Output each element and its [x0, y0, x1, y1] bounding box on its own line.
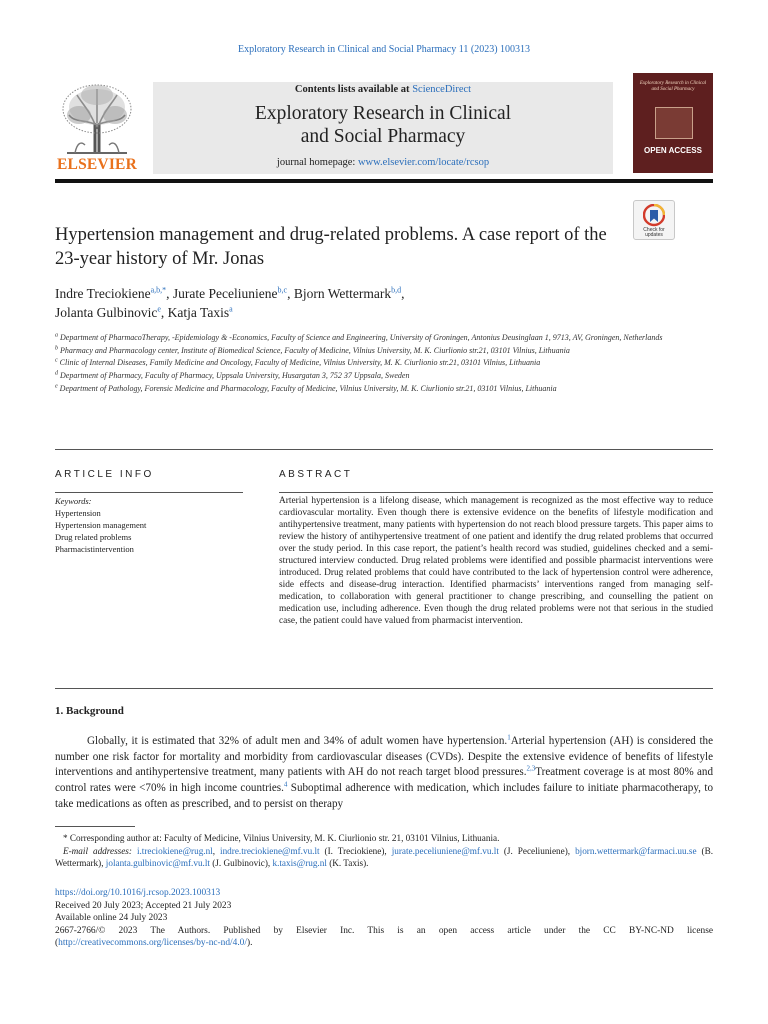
- keywords-label: Keywords:: [55, 496, 92, 506]
- keyword: Pharmacistintervention: [55, 543, 134, 554]
- contents-prefix: Contents lists available at: [294, 84, 413, 95]
- bookmark-icon: [643, 204, 665, 227]
- background-heading: 1. Background: [55, 705, 124, 717]
- email-link[interactable]: jolanta.gulbinovic@mf.vu.lt: [105, 858, 210, 869]
- journal-cover[interactable]: [633, 73, 713, 173]
- affiliation-list: [55, 332, 713, 396]
- affiliation: $^d$ Department of Pharmacy, Faculty of Pharmacy, Uppsala University, Husargatan 3, 752 37 Uppsala, Sweden: [55, 370, 410, 381]
- journal-header-box: [153, 82, 613, 174]
- publisher-name: ELSEVIER: [57, 156, 137, 173]
- reference-link[interactable]: 2,3: [526, 764, 536, 773]
- abstract-text: Arterial hypertension is a lifelong disease, which management is recognized as the most effective way to reduce cardiovascular mortality. Even though there is extensive evidence on the benefits of lifestyle modification and antihypertensive treatment, many patients with hypertension do not reach blood pressure targets. This paper aims to review the history of antihypertensive treatment of one patient and identify the drug related problems that occurred over the study period. In this case report, the patient’s health record was studied, guidelines checked and a semi-structured interview conducted. Drug related problems were identified and possible pharmacist interventions were introduced. Drug related problems that could have contributed to the lack of hypertension control were adherence, side effects and disease-drug interaction. Identified pharmacists’ interventions ranged from managing self-medication, to collaboration with general practitioner to change prescribing, and counselling the patient on medication use, including adherence. Even though the drug related problems were not that serious in the studied case, the patient could have valued from pharmacist intervention.: [279, 496, 713, 627]
- license-text: 2667-2766/© 2023 The Authors. Published by Elsevier Inc. This is an open access article under the CC BY-NC-ND license: [55, 925, 713, 936]
- article-info-heading: ARTICLE INFO: [55, 469, 154, 480]
- elsevier-tree-icon: [55, 79, 139, 157]
- abstract-bottom-divider: [55, 688, 713, 689]
- footnote-divider: [55, 826, 135, 827]
- journal-name-line1: Exploratory Research in Clinical: [254, 103, 512, 124]
- author-name[interactable]: Jurate Peceliuniene: [172, 286, 278, 301]
- keywords-block: [55, 496, 243, 556]
- masthead: [55, 79, 713, 177]
- author-name[interactable]: Jolanta Gulbinovic: [55, 305, 158, 320]
- elsevier-logo: [55, 79, 139, 177]
- author-list: Indre Treciokiene$^{a,b,*}$, Jurate Peceliuniene$^{b,c}$, Bjorn Wettermark$^{b,d}$, Jolanta Gulbinovic$^e$, Katja Taxis$^a$: [55, 285, 405, 320]
- license-link[interactable]: http://creativecommons.org/licenses/by-nc-nd/4.0/: [58, 938, 247, 949]
- affiliation: $^c$ Clinic of Internal Diseases, Family Medicine and Oncology, Faculty of Medicine, Vilnius University, M. K. Ciurlionio str.21, 03101 Vilnius, Lithuania: [55, 357, 541, 368]
- body-paragraph: Globally, it is estimated that 32% of adult men and 34% of adult women have hypertension.$^1$Arterial hypertension (AH) is considered the number one risk factor for mortality and morbidity from cardiovascular diseases (CVDs). Despite the extensive evidence of benefits of lifestyle interventions and antihypertensive treatment, many patients with AH do not reach target blood pressures.$^{2,3}$Treatment coverage is at most 80% and control rates were <70% in high income countries.$^4$ Suboptimal adherence with medication, which includes failure to initiate pharmacotherapy, to take medications as often as prescribed, and to persist on therapy: [55, 733, 713, 810]
- check-for-updates-button[interactable]: [633, 200, 675, 240]
- contents-line: [153, 84, 613, 95]
- author-name[interactable]: Katja Taxis: [167, 305, 230, 320]
- article-info-divider: [55, 492, 243, 493]
- article-title: Hypertension management and drug-related problems. A case report of the 23-year history of Mr. Jonas: [55, 225, 607, 269]
- reference-link[interactable]: 4: [283, 780, 288, 789]
- author-affiliation-sup[interactable]: a,b,*: [150, 285, 167, 295]
- journal-name-line2: and Social Pharmacy: [300, 126, 466, 147]
- sciencedirect-link[interactable]: ScienceDirect: [412, 84, 472, 95]
- header-divider: [55, 179, 713, 183]
- author-affiliation-sup[interactable]: a: [229, 304, 233, 314]
- author-affiliation-sup[interactable]: b,c: [277, 285, 288, 295]
- homepage-prefix: journal homepage:: [276, 157, 358, 168]
- section-divider: [55, 449, 713, 450]
- footnotes: [55, 832, 713, 870]
- email-link[interactable]: bjorn.wettermark@farmaci.uu.se: [575, 845, 697, 856]
- doi-link[interactable]: https://doi.org/10.1016/j.rcsop.2023.100313: [55, 888, 221, 898]
- received-dates: Received 20 July 2023; Accepted 21 July 2023: [55, 900, 232, 911]
- email-link[interactable]: k.taxis@rug.nl: [272, 858, 327, 869]
- journal-name: [153, 102, 613, 148]
- license-link-line: (http://creativecommons.org/licenses/by-nc-nd/4.0/).: [55, 938, 253, 949]
- open-access-badge: OPEN ACCESS: [644, 146, 702, 155]
- check-for-updates-label: Check for updates: [643, 227, 665, 238]
- keyword: Drug related problems: [55, 531, 132, 542]
- affiliation: $^e$ Department of Pathology, Forensic Medicine and Pharmacology, Faculty of Medicine, Vilnius University, M. K. Ciurlionio str.21, 03101 Vilnius, Lithuania: [55, 383, 557, 393]
- author-affiliation-sup[interactable]: e: [157, 304, 161, 314]
- publication-info: [55, 887, 713, 950]
- homepage-link[interactable]: www.elsevier.com/locate/rcsop: [357, 157, 490, 168]
- email-link[interactable]: jurate.peceliuniene@mf.vu.lt: [391, 845, 499, 856]
- keyword: Hypertension management: [55, 519, 147, 530]
- email-link[interactable]: indre.treciokiene@mf.vu.lt: [220, 845, 320, 856]
- corresponding-author-note: * Corresponding author at: Faculty of Medicine, Vilnius University, M. K. Ciurlionio str. 21, 03101 Vilnius, Lithuania.: [63, 833, 500, 843]
- available-date: Available online 24 July 2023: [55, 913, 168, 924]
- email-link[interactable]: i.treciokiene@rug.nl: [136, 845, 213, 856]
- author-name[interactable]: Bjorn Wettermark: [293, 286, 392, 301]
- cover-image: [655, 107, 693, 139]
- homepage-line: [153, 157, 613, 168]
- abstract-divider: [279, 492, 713, 493]
- affiliation: $^a$ Department of PharmacoTherapy, -Epidemiology & -Economics, Faculty of Science and Engineering, University of Groningen, Antonius Deusinglaan 1, 9713, AV, Groningen, Netherlands: [55, 332, 663, 342]
- author-affiliation-sup[interactable]: b,d: [391, 285, 402, 295]
- background-body: [55, 734, 713, 813]
- abstract-heading: ABSTRACT: [279, 469, 353, 480]
- email-note: E-mail addresses: i.treciokiene@rug.nl, indre.treciokiene@mf.vu.lt (I. Treciokiene), jurate.peceliuniene@mf.vu.lt (J. Peceliuniene), bjorn.wettermark@farmaci.uu.se (B. Wettermark), jolanta.gulbinovic@mf.vu.lt (J. Gulbinovic), k.taxis@rug.nl (K. Taxis).: [55, 845, 714, 869]
- keyword: Hypertension: [55, 507, 101, 518]
- reference-link[interactable]: 1: [507, 733, 511, 742]
- journal-reference-link[interactable]: Exploratory Research in Clinical and Social Pharmacy 11 (2023) 100313: [237, 44, 531, 55]
- author-name[interactable]: Indre Treciokiene: [55, 286, 151, 301]
- cover-title: Exploratory Research in Clinical and Social Pharmacy: [639, 81, 707, 92]
- affiliation: $^b$ Pharmacy and Pharmacology center, Institute of Biomedical Science, Faculty of Medicine, Vilnius University, M. K. Ciurlionio str.21, 03101 Vilnius, Lithuania: [55, 345, 570, 355]
